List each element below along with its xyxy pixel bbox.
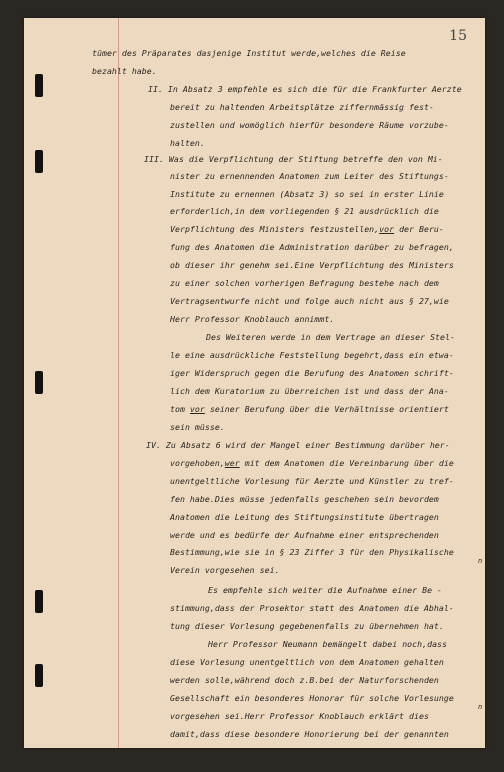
text-line: II. In Absatz 3 empfehle es sich die für die Frankfurter Aerzte xyxy=(148,84,462,94)
text-line: vorgesehen sei.Herr Professor Knoblauch erklärt dies xyxy=(170,711,429,721)
text-line: bereit zu haltenden Arbeitsplätze ziffernmässig fest- xyxy=(170,102,434,112)
text-line: zustellen und womöglich hierfür besondere Räume vorzube- xyxy=(170,120,449,130)
text-line: stimmung,dass der Prosektor statt des Anatomen die Abhal- xyxy=(170,603,454,613)
text-line: Verpflichtung des Ministers festzustellen,vor der Beru- xyxy=(170,224,444,234)
overflow-letter: n xyxy=(478,557,483,565)
underlined-word: vor xyxy=(379,224,395,234)
underlined-word: wer xyxy=(224,458,240,468)
text-line: Vertragsentwurfe nicht und folge auch nicht aus § 27,wie xyxy=(170,296,449,306)
typed-text xyxy=(24,18,485,748)
text-line: damit,dass diese besondere Honorierung bei der genannten xyxy=(170,729,449,739)
text-line: IV. Zu Absatz 6 wird der Mangel einer Bestimmung darüber her- xyxy=(146,440,450,450)
text-line: tom vor seiner Berufung über die Verhältnisse orientiert xyxy=(170,404,449,414)
text-line: Anatomen die Leitung des Stiftungsinstitute übertragen xyxy=(170,512,439,522)
text-line: vorgehoben,wer mit dem Anatomen die Vereinbarung über die xyxy=(170,458,454,468)
text-line: ob dieser ihr genehm sei.Eine Verpflichtung des Ministers xyxy=(170,260,454,270)
text-line: diese Vorlesung unentgeltlich von dem Anatomen gehalten xyxy=(170,657,444,667)
text-line: zu einer solchen vorherigen Befragung bestehe nach dem xyxy=(170,278,439,288)
page-number: 15 xyxy=(449,28,467,44)
overflow-letter: n xyxy=(478,703,483,711)
text-line: Es empfehle sich weiter die Aufnahme einer Be - xyxy=(208,585,443,595)
text-line: le eine ausdrückliche Feststellung begehrt,dass ein etwa- xyxy=(170,350,454,360)
text-line: sein müsse. xyxy=(170,422,225,432)
text-line: erforderlich,in dem vorliegenden § 21 ausdrücklich die xyxy=(170,206,439,216)
text-line: III. Was die Verpflichtung der Stiftung betreffe den von Mi- xyxy=(144,154,443,164)
text-line: Bestimmung,wie sie in § 23 Ziffer 3 für den Physikalische xyxy=(170,547,454,557)
underlined-word: vor xyxy=(189,404,205,414)
text-line: Des Weiteren werde in dem Vertrage an dieser Stel- xyxy=(206,332,455,342)
text-line: tung dieser Vorlesung gegebenenfalls zu übernehmen hat. xyxy=(170,621,444,631)
text-line: werden solle,während doch z.B.bei der Naturforschenden xyxy=(170,675,439,685)
document-page xyxy=(24,18,485,748)
text-line: lich dem Kuratorium zu überreichen ist und dass der Ana- xyxy=(170,386,449,396)
text-line: iger Widerspruch gegen die Berufung des Anatomen schrift- xyxy=(170,368,454,378)
text-line: werde und es bedürfe der Aufnahme einer entsprechenden xyxy=(170,530,439,540)
text-line: tümer des Präparates dasjenige Institut werde,welches die Reise xyxy=(92,48,406,58)
text-line: Institute zu ernennen (Absatz 3) so sei in erster Linie xyxy=(170,189,444,199)
text-line: Verein vorgesehen sei. xyxy=(170,565,280,575)
text-line: Herr Professor Neumann bemängelt dabei noch,dass xyxy=(208,639,448,649)
text-line: halten. xyxy=(170,138,205,148)
text-line: bezahlt habe. xyxy=(92,66,157,76)
text-line: fung des Anatomen die Administration darüber zu befragen, xyxy=(170,242,454,252)
text-line: unentgeltliche Vorlesung für Aerzte und Künstler zu tref- xyxy=(170,476,454,486)
text-line: Gesellschaft ein besonderes Honorar für solche Vorlesunge xyxy=(170,693,454,703)
text-line: nister zu ernennenden Anatomen zum Leiter des Stiftungs- xyxy=(170,171,449,181)
text-line: Herr Professor Knoblauch annimmt. xyxy=(170,314,335,324)
text-line: fen habe.Dies müsse jedenfalls geschehen sein bevordem xyxy=(170,494,439,504)
